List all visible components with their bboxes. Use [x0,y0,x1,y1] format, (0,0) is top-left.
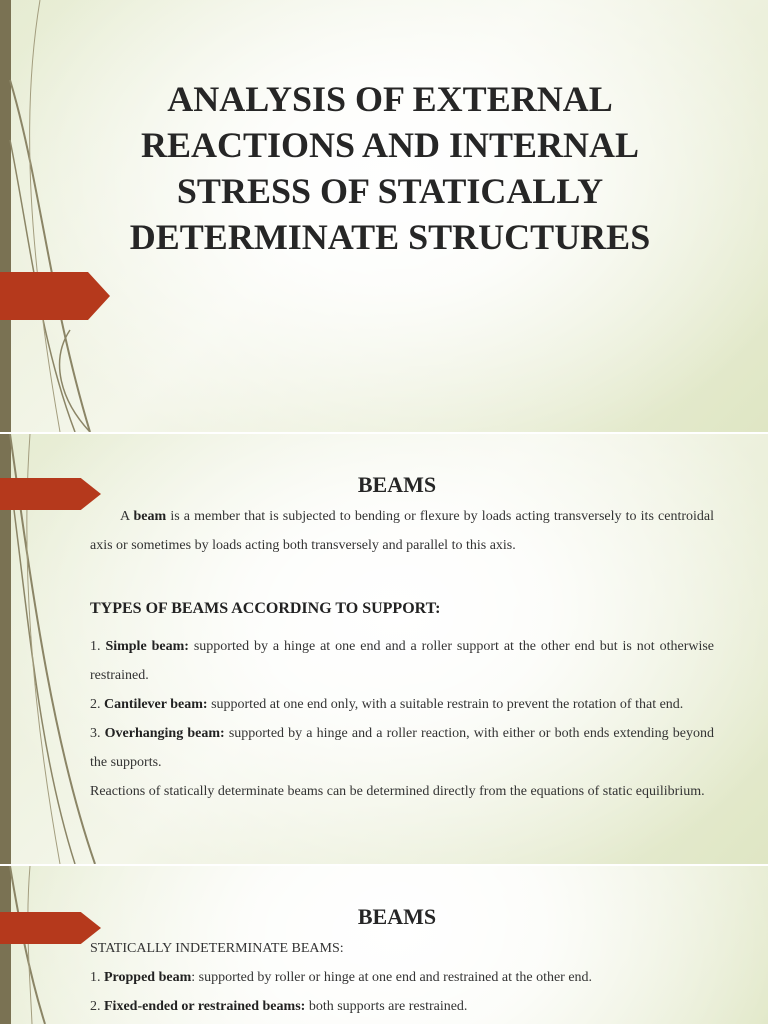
side-bar [0,0,11,432]
item-description: both supports are restrained. [308,999,468,1014]
item-number: 3. [90,726,101,741]
types-list [90,632,714,806]
item-number: 2. [90,999,101,1014]
types-section [90,594,714,623]
beams-slide-2 [0,866,768,1024]
list-item [90,992,714,1021]
item-term: Fixed-ended or restrained beams: [104,999,306,1014]
item-term: Simple beam: [105,639,189,654]
slide-title: ANALYSIS OF EXTERNAL REACTIONS AND INTERNAL STRESS OF STATICALLY DETERMINATE STRUCTURES [129,79,651,257]
accent-arrow [0,478,101,510]
item-description: : supported by roller or hinge at one end and restrained at the other end. [191,970,593,985]
item-description: supported by a hinge and a roller reaction, with either or both ends extending beyond the supports. [90,726,714,770]
slide-heading: BEAMS [357,472,437,497]
intro-paragraph [90,502,714,560]
indeterminate-section [90,934,714,1021]
side-bar [0,866,11,1024]
title-slide [0,0,768,432]
intro-term: beam [133,509,167,524]
accent-arrow [0,912,101,944]
item-number: 1. [90,639,101,654]
accent-arrow [0,272,110,320]
list-item [90,719,714,777]
section-subheading: STATICALLY INDETERMINATE BEAMS: [90,941,344,956]
item-term: Cantilever beam: [104,697,208,712]
closing-paragraph: Reactions of statically determinate beams can be determined directly from the equations of static equilibrium. [90,784,705,799]
intro-prefix: A [120,509,130,524]
item-number: 2. [90,697,101,712]
list-item [90,963,714,992]
beams-slide [0,434,768,864]
list-item [90,690,714,719]
intro-text: is a member that is subjected to bending or flexure by loads acting transversely to its centroidal axis or sometimes by loads acting both transversely and parallel to this axis. [90,509,715,553]
beam-definition [90,502,714,560]
slide-heading: BEAMS [357,904,437,929]
item-number: 1. [90,970,101,985]
item-term: Propped beam [104,970,192,985]
item-term: Overhanging beam: [104,726,225,741]
list-item [90,632,714,690]
item-description: supported at one end only, with a suitable restrain to prevent the rotation of that end. [211,697,684,712]
item-description: supported by a hinge at one end and a roller support at the other end but is not otherwise restrained. [90,639,715,683]
types-heading: TYPES OF BEAMS ACCORDING TO SUPPORT: [90,600,441,617]
